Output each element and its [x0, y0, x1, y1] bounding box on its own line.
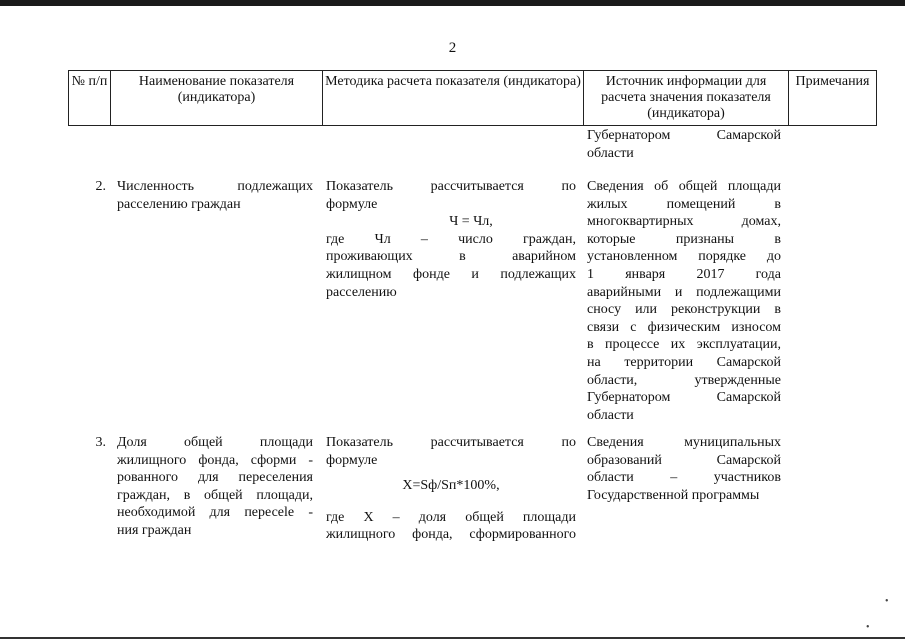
- scan-speck: •: [885, 596, 889, 607]
- continuation-source: Губернатором Самарской области: [587, 128, 781, 161]
- table-header: [68, 70, 877, 126]
- row-2-number: 2.: [95, 179, 106, 194]
- row-2-method: Показатель рассчитывается по формуле Ч = Чл, где Чл – число граждан, проживающих в аварийном жилищном фонде и подлежащих расселению: [326, 179, 576, 300]
- header-method: Методика расчета показателя (индикатора): [323, 71, 584, 126]
- header-notes: Примечания: [789, 71, 877, 126]
- row-3-formula: X=Sф/Sп*100%,: [402, 478, 500, 494]
- row-2-formula: Ч = Чл,: [449, 214, 493, 230]
- top-border: [0, 0, 905, 6]
- row-2-name: Численность подлежащих расселению граждан: [117, 179, 313, 212]
- header-no: № п/п: [69, 71, 111, 126]
- header-name: Наименование показателя (индикатора): [111, 71, 323, 126]
- bottom-border: [0, 637, 905, 639]
- row-2-source: Сведения об общей площади жилых помещений в многоквартирных домах, которые признаны в установленном порядке до 1 января 2017 года аварийными и подлежащими сносу или реконструкции в связи с физическим износом в процессе их эксплуатации, на территории Самарской области, утвержденные Губернатором Самарской области: [587, 179, 781, 423]
- header-source: Источник информации для расчета значения показателя (индикатора): [584, 71, 789, 126]
- row-3-name: Доля общей площади жилищного фонда, сформи - рованного для переселения граждан, в общей площади, необходимой для пересele - ния граждан: [117, 435, 313, 538]
- page-number: 2: [448, 40, 457, 56]
- row-3-source: Сведения муниципальных образований Самарской области – участников Государственной программы: [587, 435, 781, 503]
- row-3-method: Показатель рассчитывается по формуле X=Sф/Sп*100%, где X – доля общей площади жилищного фонда, сформированного: [326, 435, 576, 543]
- row-3-number: 3.: [95, 435, 106, 450]
- scan-speck: •: [866, 622, 870, 633]
